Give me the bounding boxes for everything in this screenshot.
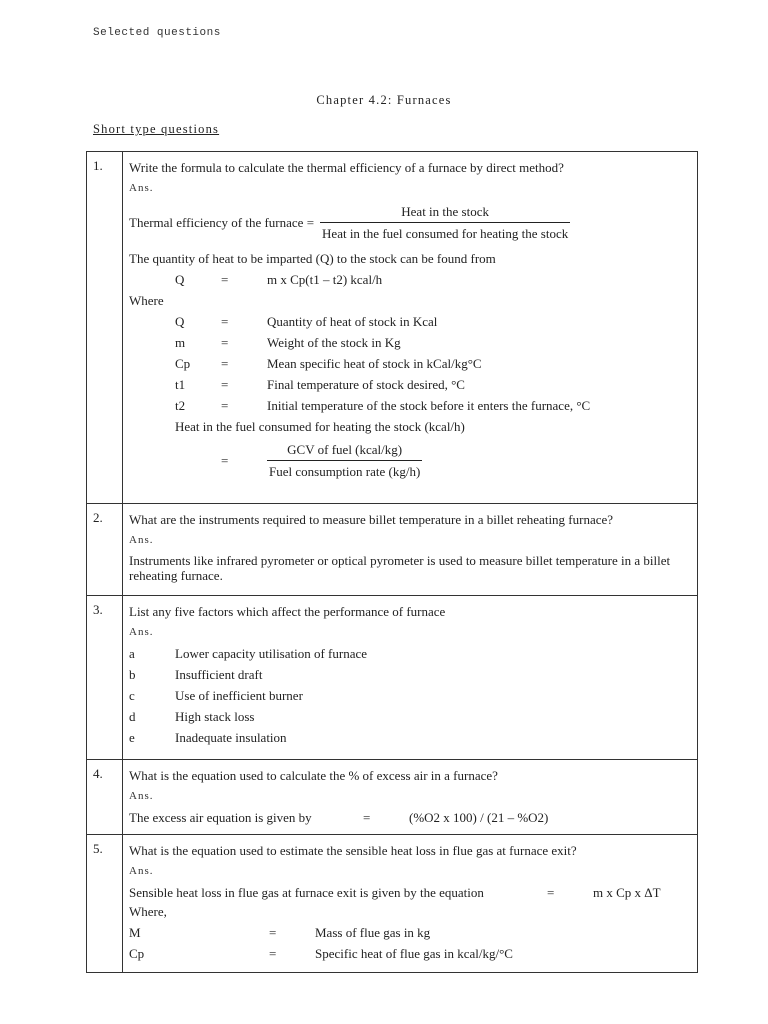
equals-sign: = (269, 946, 277, 961)
def-symbol: M (129, 925, 141, 940)
def-description: Initial temperature of the stock before it enters the furnace, °C (267, 398, 591, 413)
def-symbol: m (175, 335, 186, 350)
list-item: Inadequate insulation (175, 730, 287, 745)
question-text: Write the formula to calculate the thermal efficiency of a furnace by direct method? (129, 160, 564, 175)
equals-sign: = (363, 810, 371, 825)
questions-table (86, 151, 698, 973)
question-row-1 (87, 152, 698, 504)
where-label: Where (129, 293, 164, 308)
def-symbol: t1 (175, 377, 186, 392)
sensible-heat-label: Sensible heat loss in flue gas at furnace exit is given by the equation (129, 885, 484, 900)
fuel-heat-label: Heat in the fuel consumed for heating the stock (kcal/h) (175, 419, 465, 434)
def-symbol: t2 (175, 398, 186, 413)
list-key: e (129, 730, 135, 745)
equals-sign: = (547, 885, 555, 900)
equals-sign: = (221, 314, 229, 329)
question-row-5 (87, 835, 698, 973)
def-symbol: Q (175, 314, 185, 329)
equals-sign: = (221, 335, 229, 350)
equals-sign: = (221, 356, 229, 371)
def-description: Mean specific heat of stock in kCal/kg°C (267, 356, 482, 371)
def-description: Final temperature of stock desired, °C (267, 377, 465, 392)
def-description: Specific heat of flue gas in kcal/kg/°C (315, 946, 513, 961)
excess-air-formula: (%O2 x 100) / (21 – %O2) (409, 810, 549, 825)
q-formula: m x Cp(t1 – t2) kcal/h (267, 272, 383, 287)
question-row-2 (87, 504, 698, 596)
equals-sign: = (269, 925, 277, 940)
efficiency-fraction (320, 203, 570, 242)
efficiency-numerator: Heat in the stock (401, 204, 489, 219)
chapter-title: Chapter 4.2: Furnaces (316, 93, 452, 107)
def-description: Quantity of heat of stock in Kcal (267, 314, 438, 329)
question-text: What is the equation used to estimate the sensible heat loss in flue gas at furnace exit? (129, 843, 577, 858)
def-symbol: Cp (129, 946, 145, 961)
question-number: 5. (87, 835, 123, 973)
where-label: Where, (129, 904, 167, 919)
def-description: Mass of flue gas in kg (315, 925, 431, 940)
ans-label: Ans. (129, 534, 154, 546)
list-item: Lower capacity utilisation of furnace (175, 646, 368, 661)
ans-label: Ans. (129, 790, 154, 802)
question-row-3 (87, 596, 698, 760)
question-number: 4. (87, 760, 123, 835)
excess-air-label: The excess air equation is given by (129, 810, 312, 825)
fuel-numerator: GCV of fuel (kcal/kg) (287, 442, 403, 457)
fuel-fraction (267, 441, 422, 480)
sensible-heat-formula: m x Cp x ΔT (593, 885, 661, 900)
list-key: d (129, 709, 136, 724)
fuel-denominator: Fuel consumption rate (kg/h) (267, 460, 422, 480)
list-key: b (129, 667, 136, 682)
question-text: What are the instruments required to measure billet temperature in a billet reheating furnace? (129, 512, 614, 527)
heat-intro: The quantity of heat to be imparted (Q) to the stock can be found from (129, 251, 496, 266)
question-number: 3. (87, 596, 123, 760)
list-item: Use of inefficient burner (175, 688, 303, 703)
list-item: Insufficient draft (175, 667, 263, 682)
list-key: a (129, 646, 135, 661)
equals-sign: = (221, 272, 229, 287)
def-description: Weight of the stock in Kg (267, 335, 401, 350)
ans-label: Ans. (129, 865, 154, 877)
equals-sign: = (221, 398, 229, 413)
ans-label: Ans. (129, 182, 154, 194)
question-row-4 (87, 760, 698, 835)
section-title: Short type questions (93, 122, 220, 136)
ans-label: Ans. (129, 626, 154, 638)
efficiency-label: Thermal efficiency of the furnace = (129, 215, 315, 230)
list-key: c (129, 688, 135, 703)
list-item: High stack loss (175, 709, 255, 724)
question-text: List any five factors which affect the performance of furnace (129, 604, 446, 619)
equals-sign: = (221, 453, 229, 468)
question-number: 1. (87, 152, 123, 504)
answer-text: Instruments like infrared pyrometer or optical pyrometer is used to measure billet temperature in a billet reheating furnace. (129, 553, 671, 583)
question-text: What is the equation used to calculate the % of excess air in a furnace? (129, 768, 498, 783)
equals-sign: = (221, 377, 229, 392)
efficiency-denominator: Heat in the fuel consumed for heating the stock (320, 222, 570, 242)
question-number: 2. (87, 504, 123, 596)
page-header: Selected questions (93, 27, 221, 39)
q-symbol: Q (175, 272, 185, 287)
def-symbol: Cp (175, 356, 191, 371)
